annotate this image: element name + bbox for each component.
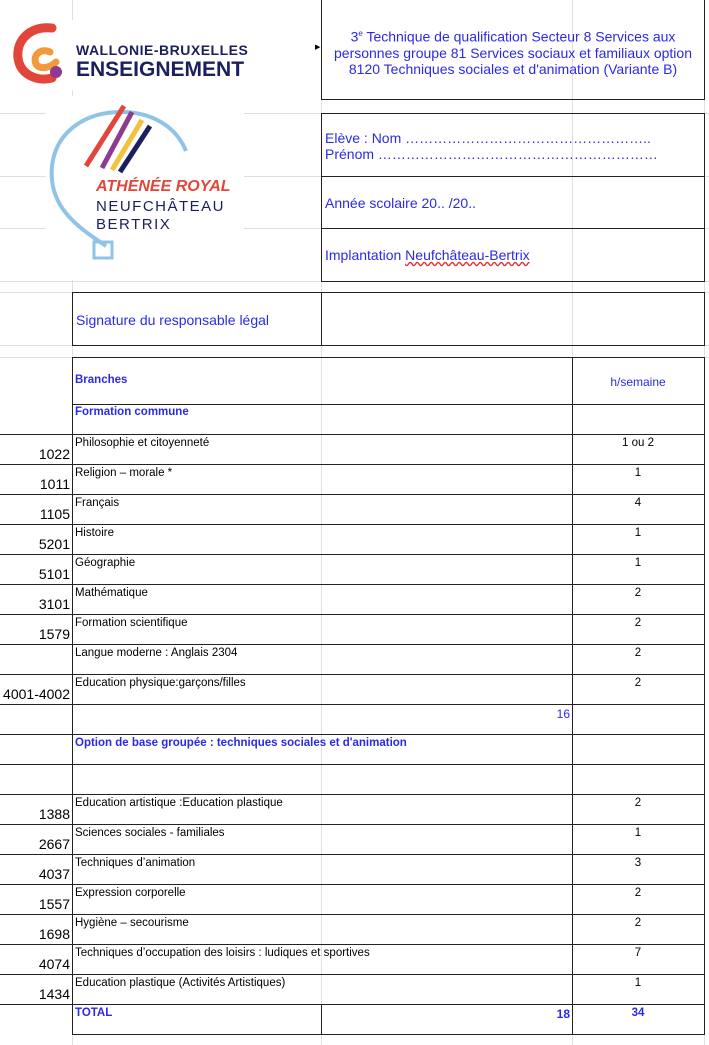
col-border [572, 357, 573, 1035]
title-box [321, 0, 705, 100]
subject-name: Hygiène – secourisme [75, 917, 189, 929]
row-border [0, 1004, 705, 1005]
col-border [321, 1004, 322, 1035]
marker-triangle-icon: ▶ [315, 44, 321, 51]
subject-name: Expression corporelle [75, 887, 186, 899]
subject-name: Education artistique :Education plastique [75, 797, 283, 809]
subject-name: Langue moderne : Anglais 2304 [75, 647, 238, 659]
section-option-groupee: Option de base groupée : techniques sociales et d'animation [75, 737, 407, 749]
section-formation-commune: Formation commune [75, 406, 189, 418]
subject-hours: 2 [634, 647, 642, 659]
subject-hours: 2 [634, 917, 642, 929]
col-branches-header: Branches [75, 374, 128, 386]
subject-code: 1105 [39, 506, 70, 522]
subject-hours: 4 [634, 497, 642, 509]
logo-wbe [10, 20, 250, 90]
subject-code: 1388 [38, 806, 70, 822]
program-title: 3e Technique de qualification Secteur 8 Services aux personnes groupe 81 Services sociaux et familiaux option 8120 Techniques sociales et d'animation (Variante B) [334, 28, 692, 77]
ar-line1: ATHÉNÉE ROYAL [96, 178, 231, 195]
courses-table [72, 357, 705, 1035]
subject-code: 5101 [38, 566, 70, 582]
ar-line2: NEUFCHÂTEAU [96, 198, 226, 215]
implantation-box [321, 228, 705, 282]
row-border [0, 884, 705, 885]
subject-hours: 7 [634, 947, 642, 959]
subject-hours: 2 [634, 587, 642, 599]
subject-code: 1011 [39, 476, 70, 492]
row-border [0, 944, 705, 945]
subject-name: Philosophie et citoyenneté [75, 437, 210, 449]
subject-code: 2667 [38, 836, 70, 852]
row-border [0, 554, 705, 555]
student-firstname-field[interactable]: Prénom …………………………………………………… [325, 146, 658, 162]
row-border [0, 644, 705, 645]
student-box [321, 113, 705, 177]
subject-code: 1434 [38, 986, 70, 1002]
row-border [72, 404, 705, 405]
subject-name: Religion – morale * [75, 467, 173, 479]
subject-code: 1698 [38, 926, 70, 942]
row-border [0, 764, 705, 765]
subject-hours: 3 [634, 857, 642, 869]
subject-hours: 2 [634, 887, 642, 899]
subject-code: 5201 [38, 536, 70, 552]
subject-hours: 2 [634, 617, 642, 629]
subject-code: 3101 [38, 596, 70, 612]
row-border [0, 584, 705, 585]
subject-hours: 2 [634, 797, 642, 809]
row-border [0, 434, 705, 435]
implantation-label: Implantation Neufchâteau-Bertrix [325, 247, 530, 263]
subject-code: 4037 [38, 866, 70, 882]
subject-name: Géographie [75, 557, 136, 569]
wbe-line2: ENSEIGNEMENT [76, 58, 245, 81]
subject-name: Techniques d’occupation des loisirs : ludiques et sportives [75, 947, 370, 959]
row-border [0, 614, 705, 615]
total-hours: 34 [631, 1007, 645, 1019]
subject-hours: 1 [634, 977, 642, 989]
subject-hours: 1 [634, 557, 642, 569]
subject-hours: 1 [634, 827, 642, 839]
row-border [0, 854, 705, 855]
row-border [0, 734, 705, 735]
signature-box [72, 292, 705, 346]
subject-hours: 2 [634, 677, 642, 689]
subject-name: Techniques d’animation [75, 857, 196, 869]
wbe-line1: WALLONIE-BRUXELLES [76, 42, 249, 58]
subject-name: Français [75, 497, 120, 509]
ar-line3: BERTRIX [96, 216, 172, 233]
school-year-field[interactable]: Année scolaire 20.. /20.. [325, 195, 476, 211]
row-border [0, 824, 705, 825]
subject-code: 4001-4002 [3, 686, 70, 702]
subject-name: Formation scientifique [75, 617, 188, 629]
subject-code: 1579 [38, 626, 70, 642]
row-border [0, 794, 705, 795]
row-border [0, 674, 705, 675]
subject-hours: 1 [634, 527, 642, 539]
subject-hours: 1 ou 2 [622, 437, 654, 449]
subject-code: 1557 [38, 896, 70, 912]
student-name-field[interactable]: Elève : Nom …………………………………………….. [325, 130, 651, 146]
subtotal-formation-commune: 16 [556, 707, 570, 721]
subject-code: 1022 [38, 446, 70, 462]
subject-name: Education physique:garçons/filles [75, 677, 246, 689]
subject-name: Histoire [75, 527, 114, 539]
implantation-place: Neufchâteau-Bertrix [405, 247, 530, 263]
row-border [0, 464, 705, 465]
total-label: TOTAL [75, 1007, 113, 1019]
row-border [0, 524, 705, 525]
logo-athenee [46, 96, 244, 280]
total-option-hours: 18 [556, 1007, 570, 1021]
row-border [0, 494, 705, 495]
wbe-emblem-icon [12, 22, 68, 88]
signature-label: Signature du responsable légal [76, 312, 270, 328]
subject-name: Mathématique [75, 587, 148, 599]
subject-name: Education plastique (Activités Artistiques) [75, 977, 286, 989]
year-box [321, 176, 705, 229]
subject-name: Sciences sociales - familiales [75, 827, 225, 839]
row-border [0, 704, 705, 705]
subject-hours: 1 [634, 467, 642, 479]
subject-code: 4074 [38, 956, 70, 972]
row-border [0, 974, 705, 975]
row-border [0, 914, 705, 915]
col-hours-header: h/semaine [610, 375, 666, 389]
